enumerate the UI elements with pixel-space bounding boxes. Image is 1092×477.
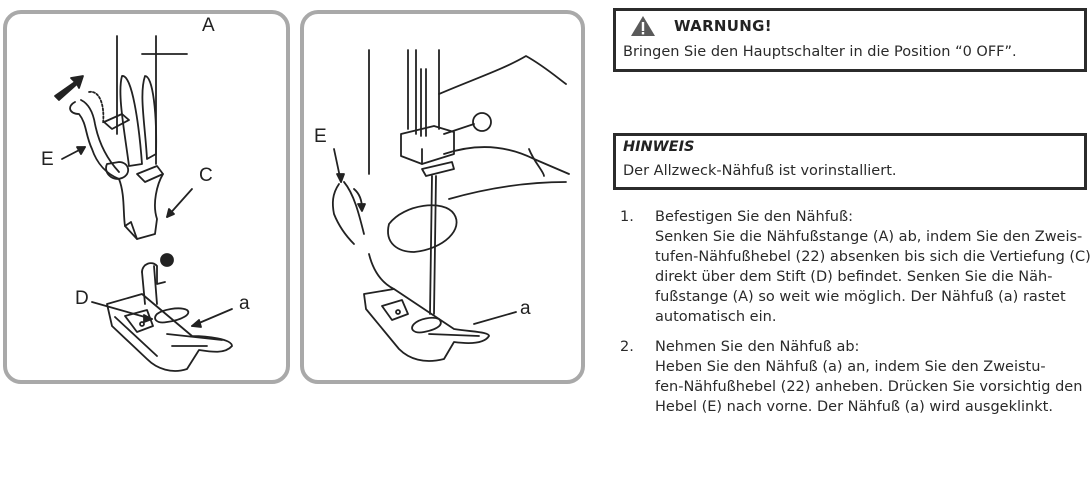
step-line: tufen-Nähfußhebel (22) absenken bis sich die Vertiefung (C) [655, 249, 1091, 265]
step-line: automatisch ein. [655, 309, 777, 325]
note-box [613, 133, 1087, 190]
hand-lever-drawing [304, 14, 581, 380]
step-number: 1. [620, 209, 634, 225]
label-C: C [199, 165, 213, 186]
step-1 [620, 207, 1091, 327]
step-line: direkt über dem Stift (D) befindet. Senken Sie die Näh- [655, 269, 1053, 285]
note-title: HINWEIS [623, 139, 695, 155]
step-line: fen-Nähfußhebel (22) anheben. Drücken Sie vorsichtig den [655, 379, 1083, 395]
label-E: E [314, 126, 327, 147]
step-heading: Nehmen Sie den Nähfuß ab: [655, 339, 860, 355]
instruction-steps [620, 207, 1091, 427]
label-E: E [41, 149, 54, 170]
step-number: 2. [620, 339, 634, 355]
step-line: Senken Sie die Nähfußstange (A) ab, indem Sie den Zweis- [655, 229, 1083, 245]
illustration-remove-presser-foot [300, 10, 585, 384]
step-line: Hebel (E) nach vorne. Der Nähfuß (a) wird ausgeklinkt. [655, 399, 1053, 415]
label-A: A [202, 15, 215, 36]
label-a: a [520, 298, 531, 319]
note-text: Der Allzweck-Nähfuß ist vorinstalliert. [623, 163, 897, 179]
step-line: fußstange (A) so weit wie möglich. Der Nähfuß (a) rastet [655, 289, 1066, 305]
step-heading: Befestigen Sie den Nähfuß: [655, 209, 854, 225]
warning-text: Bringen Sie den Hauptschalter in die Position “0 OFF”. [623, 44, 1017, 60]
warning-triangle-icon [630, 15, 656, 37]
presser-foot-drawing [7, 14, 286, 380]
warning-title: WARNUNG! [674, 17, 772, 35]
warning-box [613, 8, 1087, 72]
label-D: D [75, 288, 89, 309]
illustration-attach-presser-foot [3, 10, 290, 384]
step-line: Heben Sie den Nähfuß (a) an, indem Sie den Zweistu- [655, 359, 1046, 375]
label-a: a [239, 293, 250, 314]
step-2 [620, 337, 1088, 417]
